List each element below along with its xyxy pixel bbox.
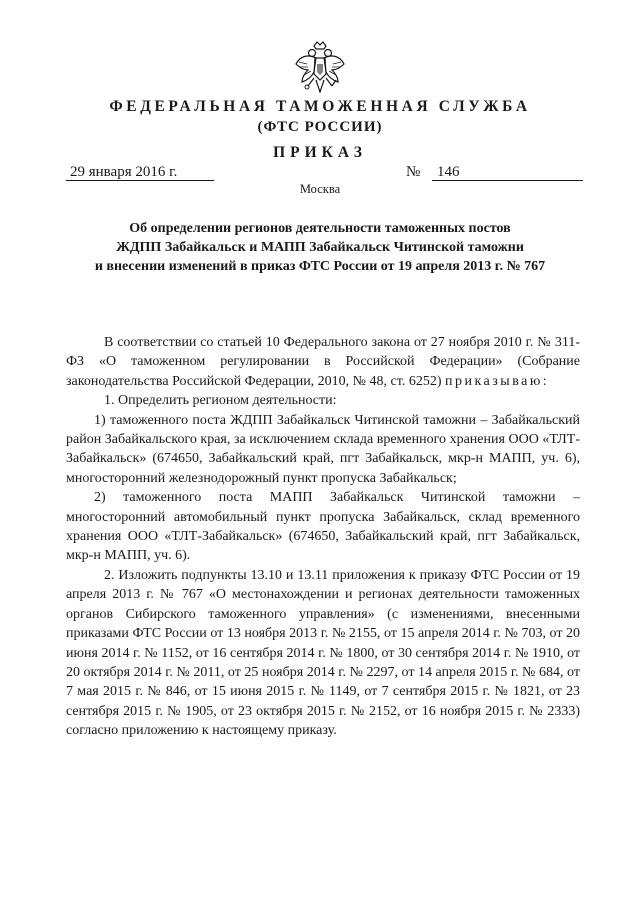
item-1-1: 1) таможенного поста ЖДПП Забайкальск Читинской таможни – Забайкальский район Забайкальского края, за исключением склада временного хранения ООО «ТЛТ-Забайкальск» (674650, Забайкальский край, пгт Забайкальск, мкр-н МАПП, уч. 6), многосторонний железнодорожный пункт пропуска Забайкальск; (66, 412, 580, 486)
organization-name: ФЕДЕРАЛЬНАЯ ТАМОЖЕННАЯ СЛУЖБА (109, 98, 531, 115)
title-line-3: и внесении изменений в приказ ФТС России от 19 апреля 2013 г. № 767 (94, 259, 546, 274)
organization-abbreviation: (ФТС РОССИИ) (257, 119, 383, 135)
document-title (60, 219, 580, 276)
preamble-text: В соответствии со статьей 10 Федерального закона от 27 ноября 2010 г. № 311-ФЗ «О таможенном регулировании в Российской Федерации» (Собрание законодательства Российской Федерации, 2010, № 48, ст. 6252) (66, 335, 580, 389)
number-label: № (406, 164, 421, 180)
document-number: 146 (432, 164, 583, 181)
title-line-2: ЖДПП Забайкальск и МАПП Забайкальск Читинской таможни (116, 240, 524, 255)
item-1: 1. Определить регионом деятельности: (104, 393, 337, 409)
document-date: 29 января 2016 г. (66, 164, 214, 181)
order-word: приказываю: (444, 373, 550, 389)
document-type: ПРИКАЗ (273, 144, 367, 161)
document-body (66, 333, 580, 741)
document-city: Москва (299, 182, 341, 196)
item-2: 2. Изложить подпункты 13.10 и 13.11 приложения к приказу ФТС России от 19 апреля 2013 г. № 767 «О местонахождении и регионах деятельности таможенных органов Сибирского таможенного управления» (с изменениями, внесенными приказами ФТС России от 13 ноября 2013 г. № 2155, от 15 апреля 2014 г. № 703, от 20 июня 2014 г. № 1152, от 16 сентября 2014 г. № 1800, от 30 сентября 2014 г. № 1910, от 20 октября 2014 г. № 2011, от 25 ноября 2014 г. № 2297, от 14 апреля 2015 г. № 684, от 7 мая 2015 г. № 846, от 15 июня 2015 г. № 1149, от 7 сентября 2015 г. № 1821, от 23 сентября 2015 г. № 1905, от 23 октября 2015 г. № 2152, от 16 ноября 2015 г. № 2333) согласно приложению к настоящему приказу. (66, 567, 580, 739)
title-line-1: Об определении регионов деятельности таможенных постов (129, 221, 511, 236)
item-1-2: 2) таможенного поста МАПП Забайкальск Читинской таможни – многосторонний автомобильный пункт пропуска Забайкальск, склад временного хранения ООО «ТЛТ-Забайкальск» (674650, Забайкальский край, пгт Забайкальск, мкр-н МАПП, уч. 6). (66, 490, 580, 564)
preamble-paragraph (66, 333, 580, 391)
coat-of-arms-icon (294, 40, 346, 96)
